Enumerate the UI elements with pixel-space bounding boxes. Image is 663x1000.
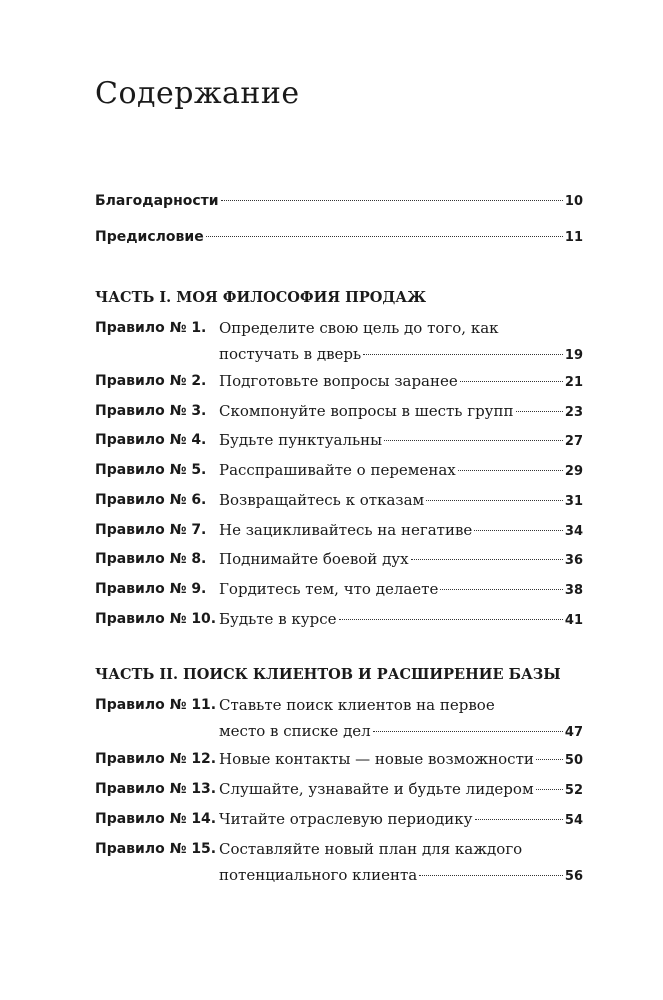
part-2-heading: ЧАСТЬ II. ПОИСК КЛИЕНТОВ И РАСШИРЕНИЕ БАЗЫ (95, 666, 561, 683)
page-number: 29 (564, 464, 583, 479)
rule-label: Правило № 15. (95, 841, 217, 857)
rule-label: Правило № 7. (95, 522, 207, 538)
toc-entry-rule-8[interactable] (95, 546, 583, 572)
entry-text-line-1: Ставьте поиск клиентов на первое (219, 696, 495, 714)
entry-text: Подготовьте вопросы заранее (219, 372, 458, 390)
dot-leader (411, 558, 563, 560)
rule-label: Правило № 1. (95, 320, 207, 336)
toc-entry-rule-11[interactable] (95, 692, 583, 744)
entry-text: Расспрашивайте о переменах (219, 461, 456, 479)
entry-text: Читайте отраслевую периодику (219, 810, 473, 828)
dot-leader (206, 235, 563, 237)
entry-text: Будьте в курсе (219, 610, 337, 628)
page-number: 56 (564, 869, 583, 884)
entry-text-line-2: постучать в дверь (219, 345, 362, 363)
entry-text: Не зацикливайтесь на негативе (219, 521, 473, 539)
page-number: 31 (564, 494, 583, 509)
entry-text-line-2: потенциального клиента (219, 866, 418, 884)
entry-text: Будьте пунктуальны (219, 431, 383, 449)
rule-label: Правило № 6. (95, 492, 207, 508)
entry-text: Благодарности (95, 193, 219, 209)
dot-leader (384, 439, 563, 441)
page-number: 21 (564, 375, 583, 390)
dot-leader (419, 874, 563, 876)
page-number: 50 (564, 753, 583, 768)
dot-leader (339, 618, 563, 620)
dot-leader (426, 499, 563, 501)
dot-leader (221, 199, 563, 201)
dot-leader (460, 380, 563, 382)
toc-entry-rule-10[interactable] (95, 606, 583, 632)
rule-label: Правило № 13. (95, 781, 217, 797)
rule-label: Правило № 5. (95, 462, 207, 478)
dot-leader (363, 353, 563, 355)
rule-label: Правило № 9. (95, 581, 207, 597)
rule-label: Правило № 4. (95, 432, 207, 448)
toc-entry-rule-7[interactable] (95, 517, 583, 543)
dot-leader (373, 730, 563, 732)
rule-label: Правило № 12. (95, 751, 217, 767)
entry-text: Поднимайте боевой дух (219, 550, 409, 568)
part-1-heading: ЧАСТЬ I. МОЯ ФИЛОСОФИЯ ПРОДАЖ (95, 289, 427, 306)
rule-label: Правило № 8. (95, 551, 207, 567)
page-number: 41 (564, 613, 583, 628)
entry-text: Новые контакты — новые возможности (219, 750, 534, 768)
entry-text: Гордитесь тем, что делаете (219, 580, 439, 598)
toc-entry-rule-2[interactable] (95, 368, 583, 394)
entry-text-line-1: Составляйте новый план для каждого (219, 840, 523, 858)
toc-entry-rule-14[interactable] (95, 806, 583, 832)
toc-entry-rule-6[interactable] (95, 487, 583, 513)
entry-text: Предисловие (95, 229, 204, 245)
toc-entry-rule-13[interactable] (95, 776, 583, 802)
page-number: 27 (564, 434, 583, 449)
dot-leader (474, 529, 563, 531)
page-number: 38 (564, 583, 583, 598)
toc-entry-acknowledgements[interactable] (95, 193, 583, 219)
toc-entry-rule-3[interactable] (95, 398, 583, 424)
dot-leader (536, 788, 563, 790)
page-number: 11 (564, 230, 583, 245)
page-number: 52 (564, 783, 583, 798)
page-title: Содержание (95, 76, 300, 111)
page-number: 10 (564, 194, 583, 209)
rule-label: Правило № 14. (95, 811, 217, 827)
toc-entry-rule-4[interactable] (95, 427, 583, 453)
toc-entry-rule-5[interactable] (95, 457, 583, 483)
toc-entry-preface[interactable] (95, 229, 583, 255)
entry-text: Слушайте, узнавайте и будьте лидером (219, 780, 534, 798)
dot-leader (458, 469, 563, 471)
toc-entry-rule-12[interactable] (95, 746, 583, 772)
page-number: 19 (564, 348, 583, 363)
entry-text: Возвращайтесь к отказам (219, 491, 425, 509)
page-number: 47 (564, 725, 583, 740)
toc-entry-rule-15[interactable] (95, 836, 583, 888)
page-number: 36 (564, 553, 583, 568)
page-number: 23 (564, 405, 583, 420)
entry-text-line-2: место в списке дел (219, 722, 371, 740)
entry-text-line-1: Определите свою цель до того, как (219, 319, 499, 337)
rule-label: Правило № 11. (95, 697, 217, 713)
page-number: 34 (564, 524, 583, 539)
dot-leader (516, 410, 563, 412)
rule-label: Правило № 3. (95, 403, 207, 419)
dot-leader (475, 818, 563, 820)
page-number: 54 (564, 813, 583, 828)
toc-entry-rule-1[interactable] (95, 315, 583, 367)
dot-leader (440, 588, 563, 590)
entry-text: Скомпонуйте вопросы в шесть групп (219, 402, 514, 420)
rule-label: Правило № 2. (95, 373, 207, 389)
rule-label: Правило № 10. (95, 611, 217, 627)
toc-entry-rule-9[interactable] (95, 576, 583, 602)
dot-leader (536, 758, 563, 760)
